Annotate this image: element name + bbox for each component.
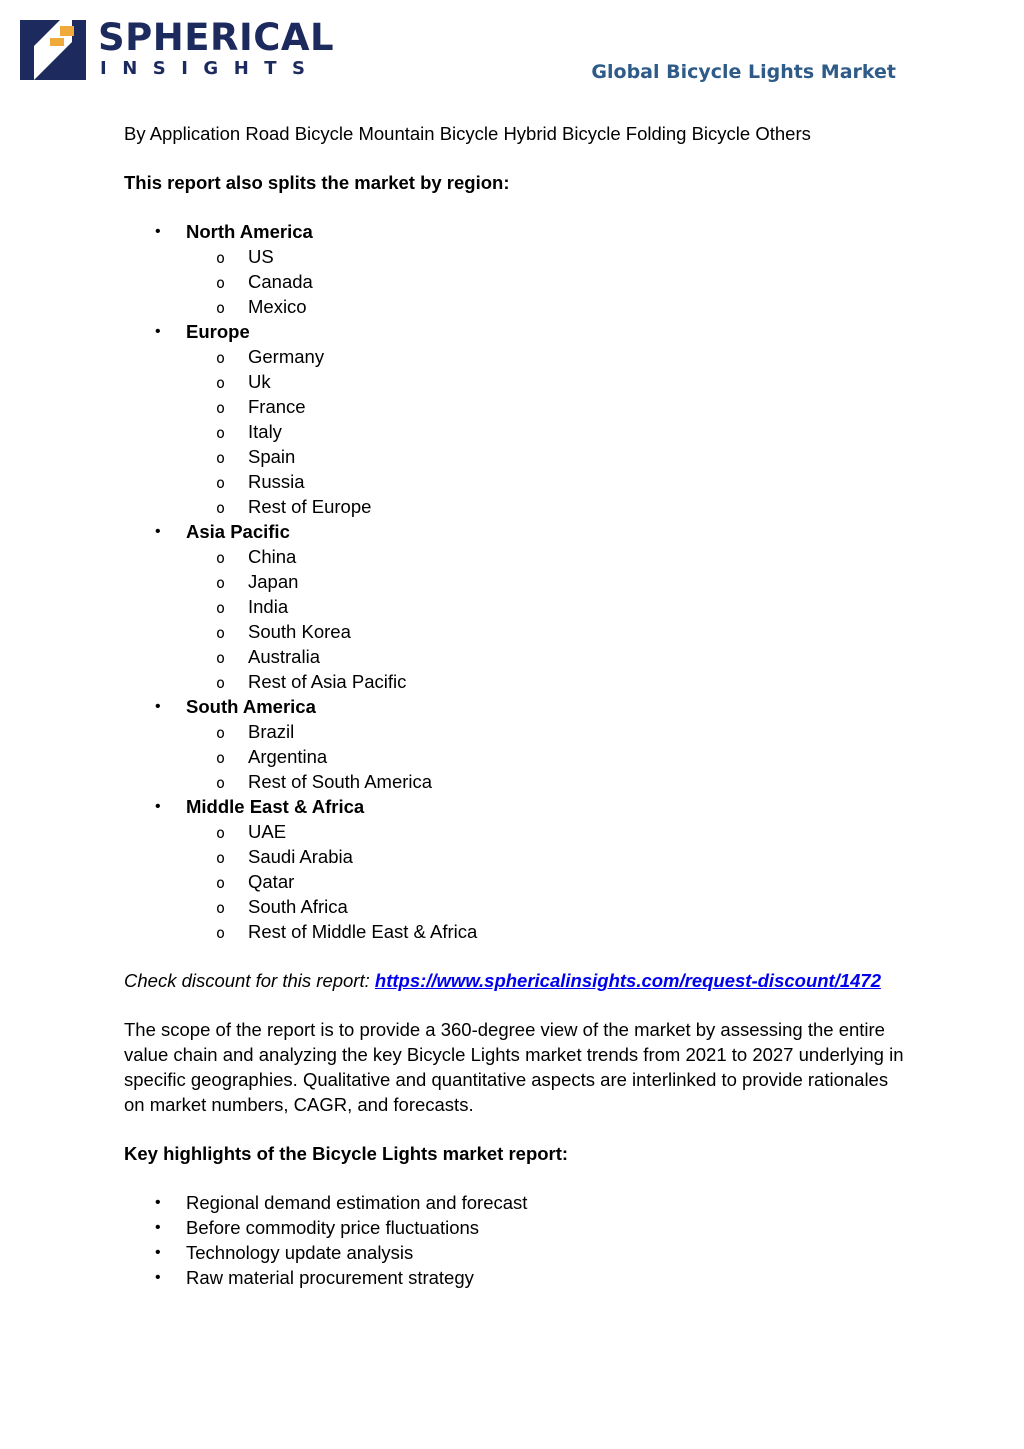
- logo-subtitle: INSIGHTS: [100, 58, 321, 79]
- country-item: o South Africa: [186, 894, 904, 919]
- highlights-list: [124, 1190, 904, 1290]
- region-name: North America: [186, 221, 313, 242]
- country-item: o US: [186, 244, 904, 269]
- country-list: [186, 244, 904, 319]
- region-name: South America: [186, 696, 316, 717]
- logo: [20, 16, 335, 82]
- country-item: o UAE: [186, 819, 904, 844]
- country-item: o Rest of South America: [186, 769, 904, 794]
- highlights-heading: Key highlights of the Bicycle Lights market report:: [124, 1143, 569, 1164]
- document-body: [124, 121, 904, 1290]
- country-item: o Italy: [186, 419, 904, 444]
- country-item: o Brazil: [186, 719, 904, 744]
- country-item: o Uk: [186, 369, 904, 394]
- country-item: o Rest of Europe: [186, 494, 904, 519]
- highlight-item: • Before commodity price fluctuations: [124, 1215, 904, 1240]
- country-item: o Saudi Arabia: [186, 844, 904, 869]
- region-name: Middle East & Africa: [186, 796, 365, 817]
- country-item: o Russia: [186, 469, 904, 494]
- highlight-item: • Regional demand estimation and forecast: [124, 1190, 904, 1215]
- country-item: o Japan: [186, 569, 904, 594]
- region-heading: This report also splits the market by region:: [124, 172, 510, 193]
- country-item: o Canada: [186, 269, 904, 294]
- scope-paragraph: The scope of the report is to provide a 360-degree view of the market by assessing the entire value chain and analyzing the key Bicycle Lights market trends from 2021 to 2027 underlying in specific geographies. Qualitative and quantitative aspects are interlinked to provide rationales on market numbers, CAGR, and forecasts.: [124, 1019, 904, 1115]
- document-title: Global Bicycle Lights Market: [591, 61, 896, 83]
- region-item: [124, 519, 904, 694]
- country-item: o China: [186, 544, 904, 569]
- country-item: o Argentina: [186, 744, 904, 769]
- logo-mark-icon: [20, 20, 86, 80]
- application-line: By Application Road Bicycle Mountain Bicycle Hybrid Bicycle Folding Bicycle Others: [124, 123, 811, 144]
- logo-wordmark: SPHERICAL: [98, 16, 335, 59]
- country-item: o Australia: [186, 644, 904, 669]
- country-item: o Rest of Asia Pacific: [186, 669, 904, 694]
- country-list: [186, 544, 904, 694]
- country-list: [186, 719, 904, 794]
- highlight-item: • Raw material procurement strategy: [124, 1265, 904, 1290]
- page-header: [0, 0, 1024, 100]
- region-list: [124, 219, 904, 944]
- discount-link[interactable]: https://www.sphericalinsights.com/request-discount/1472: [374, 970, 882, 991]
- discount-prefix: Check discount for this report:: [124, 970, 375, 991]
- discount-line: [124, 968, 904, 993]
- country-list: [186, 344, 904, 519]
- region-item: [124, 694, 904, 794]
- country-item: o Mexico: [186, 294, 904, 319]
- highlight-item: • Technology update analysis: [124, 1240, 904, 1265]
- country-item: o Rest of Middle East & Africa: [186, 919, 904, 944]
- country-item: o France: [186, 394, 904, 419]
- region-name: Asia Pacific: [186, 521, 290, 542]
- country-item: o India: [186, 594, 904, 619]
- country-item: o Spain: [186, 444, 904, 469]
- region-item: [124, 794, 904, 944]
- region-item: [124, 219, 904, 319]
- country-item: o South Korea: [186, 619, 904, 644]
- region-item: [124, 319, 904, 519]
- country-item: o Germany: [186, 344, 904, 369]
- country-item: o Qatar: [186, 869, 904, 894]
- region-name: Europe: [186, 321, 250, 342]
- country-list: [186, 819, 904, 944]
